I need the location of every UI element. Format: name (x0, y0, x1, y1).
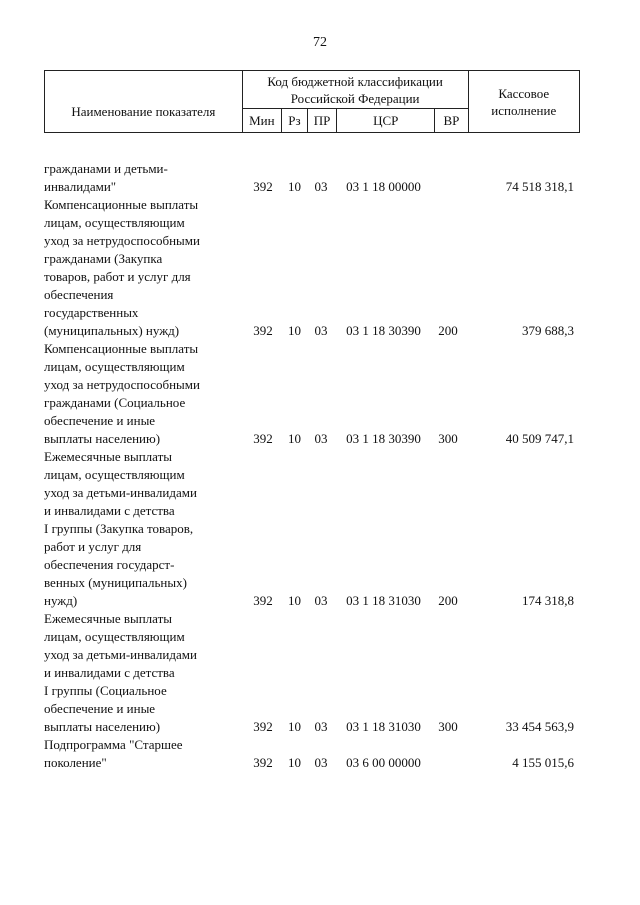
row-name-line: товаров, работ и услуг для (44, 269, 191, 284)
row-codes (44, 718, 580, 736)
row-name-line: и инвалидами с детства (44, 503, 175, 518)
code-pr: 03 (314, 719, 328, 734)
header-code-group: Код бюджетной классификации Российской Федерации (242, 71, 468, 109)
row-name-line: работ и услуг для (44, 539, 142, 554)
table-row (44, 610, 580, 736)
row-name-line: Подпрограмма "Старшее (44, 737, 183, 752)
row-name-line: лицам, осуществляющим (44, 215, 185, 230)
row-name-line: венных (муниципальных) (44, 575, 187, 590)
row-name-line: уход за нетрудоспособными (44, 377, 200, 392)
row-name-line: гражданами и детьми- (44, 161, 168, 176)
code-csr: 03 1 18 30390 (346, 431, 421, 446)
header-pr: ПР (307, 109, 336, 133)
row-codes (44, 178, 580, 196)
row-name-line: инвалидами" (44, 179, 117, 194)
code-csr: 03 6 00 00000 (346, 755, 421, 770)
row-name-line: Ежемесячные выплаты (44, 449, 173, 464)
table-header (44, 70, 580, 133)
row-name-line: лицам, осуществляющим (44, 467, 185, 482)
code-rz: 10 (288, 719, 301, 734)
row-name-line: государственных (44, 305, 139, 320)
row-name (44, 448, 240, 610)
code-rz: 10 (288, 323, 301, 338)
header-name-column: Наименование показателя (45, 71, 243, 133)
table-row (44, 736, 580, 772)
row-name-line: нужд) (44, 593, 78, 608)
row-name-line: (муниципальных) нужд) (44, 323, 180, 338)
row-codes (44, 592, 580, 610)
header-rz: Рз (281, 109, 307, 133)
table-row (44, 196, 580, 340)
page-number: 72 (313, 35, 327, 50)
row-name-line: выплаты населению) (44, 431, 161, 446)
code-rz: 10 (288, 179, 301, 194)
row-name-line: гражданами (Социальное (44, 395, 186, 410)
code-pr: 03 (314, 179, 328, 194)
cash-execution-amount: 174 318,8 (522, 593, 574, 608)
row-name-line: гражданами (Закупка (44, 251, 163, 266)
code-pr: 03 (314, 593, 328, 608)
row-name-line: уход за детьми-инвалидами (44, 647, 197, 662)
row-name-line: обеспечение и иные (44, 413, 156, 428)
row-name-line: уход за детьми-инвалидами (44, 485, 197, 500)
row-codes (44, 754, 580, 772)
row-name (44, 196, 240, 340)
code-vr: 200 (438, 593, 458, 608)
code-csr: 03 1 18 31030 (346, 593, 421, 608)
code-rz: 10 (288, 755, 301, 770)
row-name-line: уход за нетрудоспособными (44, 233, 200, 248)
cash-execution-amount: 40 509 747,1 (505, 431, 574, 446)
code-min: 392 (253, 755, 273, 770)
code-pr: 03 (314, 755, 328, 770)
code-min: 392 (253, 719, 273, 734)
code-rz: 10 (288, 593, 301, 608)
row-name-line: обеспечение и иные (44, 701, 156, 716)
header-vr: ВР (435, 109, 468, 133)
code-pr: 03 (314, 431, 328, 446)
row-name-line: выплаты населению) (44, 719, 161, 734)
code-csr: 03 1 18 00000 (346, 179, 421, 194)
code-min: 392 (253, 431, 273, 446)
code-min: 392 (253, 593, 273, 608)
row-codes (44, 430, 580, 448)
row-name-line: I группы (Закупка товаров, (44, 521, 194, 536)
row-name-line: лицам, осуществляющим (44, 359, 185, 374)
code-csr: 03 1 18 30390 (346, 323, 421, 338)
cash-execution-amount: 74 518 318,1 (505, 179, 574, 194)
cash-execution-amount: 4 155 015,6 (512, 755, 574, 770)
row-name-line: I группы (Социальное (44, 683, 167, 698)
code-vr: 300 (438, 719, 458, 734)
row-name-line: обеспечения (44, 287, 114, 302)
table-body (44, 152, 580, 772)
row-name-line: Компенсационные выплаты (44, 341, 199, 356)
row-name-line: обеспечения государст- (44, 557, 175, 572)
row-name-line: и инвалидами с детства (44, 665, 175, 680)
table-row (44, 160, 580, 196)
code-rz: 10 (288, 431, 301, 446)
code-vr: 300 (438, 431, 458, 446)
header-min: Мин (242, 109, 281, 133)
code-csr: 03 1 18 31030 (346, 719, 421, 734)
row-name-line: лицам, осуществляющим (44, 629, 185, 644)
header-csr: ЦСР (337, 109, 435, 133)
row-name-line: Компенсационные выплаты (44, 197, 199, 212)
header-amount-column: Кассовое исполнение (468, 71, 579, 133)
table-row (44, 340, 580, 448)
cash-execution-amount: 379 688,3 (522, 323, 574, 338)
code-vr: 200 (438, 323, 458, 338)
row-codes (44, 322, 580, 340)
code-min: 392 (253, 323, 273, 338)
row-name-line: поколение" (44, 755, 107, 770)
code-pr: 03 (314, 323, 328, 338)
table-row (44, 448, 580, 610)
row-name-line: Ежемесячные выплаты (44, 611, 173, 626)
code-min: 392 (253, 179, 273, 194)
cash-execution-amount: 33 454 563,9 (505, 719, 574, 734)
